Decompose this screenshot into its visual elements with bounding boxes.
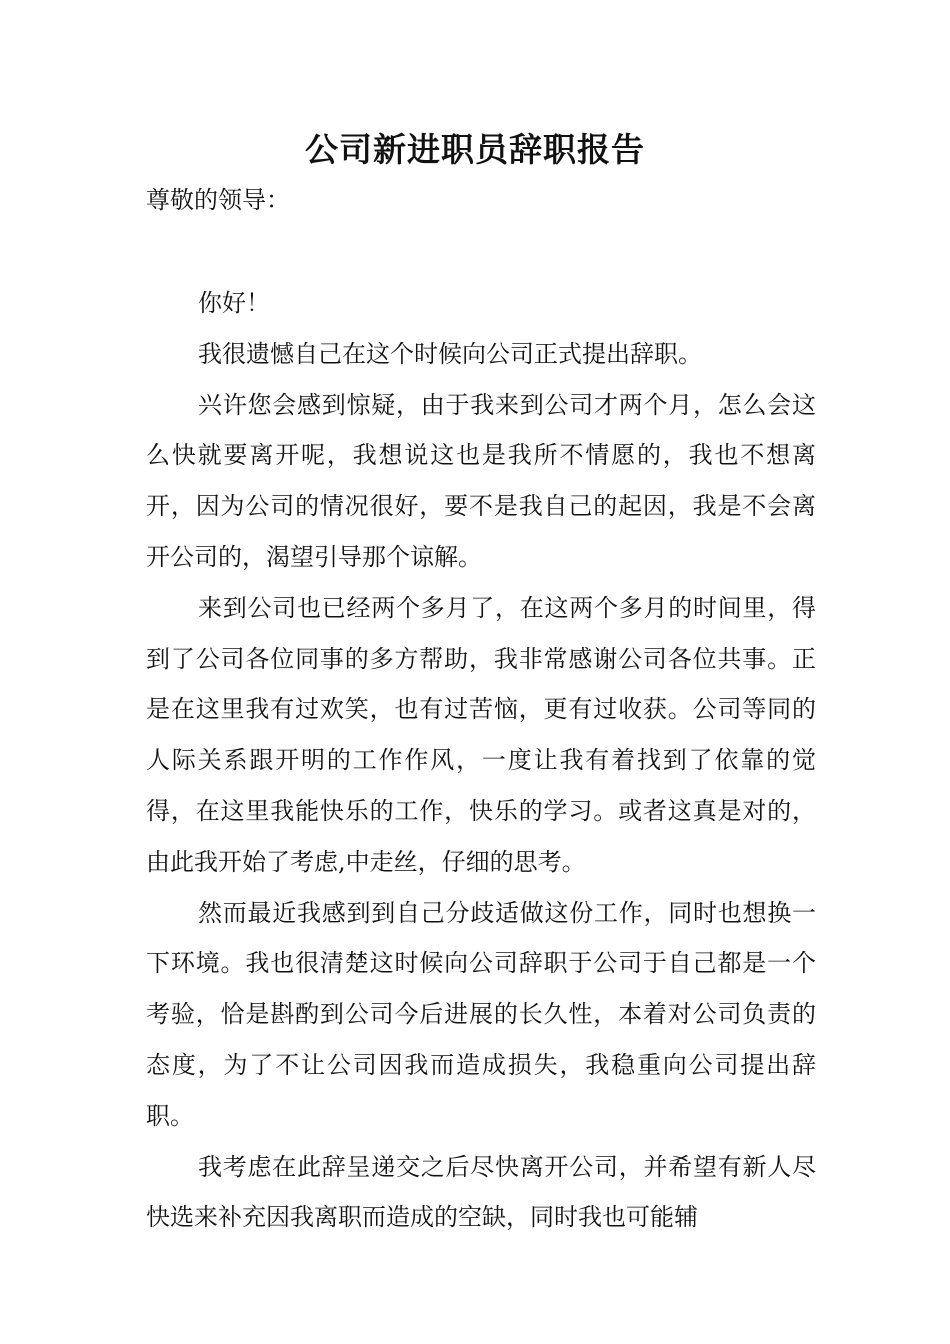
paragraph-resignation-statement: 我很遗憾自己在这个时候向公司正式提出辞职。: [198, 339, 702, 368]
letter-body: [146, 278, 816, 1243]
paragraph-decision: 然而最近我感到到自己分歧适做这份工作，同时也想换一下环境。我也很清楚这时候向公司辞职于公司于自己都是一个考验，恰是斟酌到公司今后进展的长久性，本着对公司负责的态度，为了不让公司因我而造成损失，我稳重向公司提出辞职。: [146, 898, 816, 1130]
salutation: 尊敬的领导：: [146, 186, 290, 214]
document-title: 公司新进职员辞职报告: [305, 130, 645, 169]
paragraph-handover: 我考虑在此辞呈递交之后尽快离开公司，并希望有新人尽快选来补充因我离职而造成的空缺，同时我也可能辅: [146, 1152, 816, 1232]
paragraph-gratitude: 来到公司也已经两个多月了，在这两个多月的时间里，得到了公司各位同事的多方帮助，我非常感谢公司各位共事。正是在这里我有过欢笑，也有过苦恼，更有过收获。公司等同的人际关系跟开明的工作作风，一度让我有着找到了依靠的觉得，在这里我能快乐的工作，快乐的学习。或者这真是对的，由此我开始了考虑,中走丝，仔细的思考。: [146, 593, 816, 876]
paragraph-greeting: 你好！: [198, 289, 270, 317]
paragraph-reason: 兴许您会感到惊疑，由于我来到公司才两个月，怎么会这么快就要离开呢，我想说这也是我所不情愿的，我也不想离开，因为公司的情况很好，要不是我自己的起因，我是不会离开公司的，渴望引导那个谅解。: [146, 390, 816, 571]
